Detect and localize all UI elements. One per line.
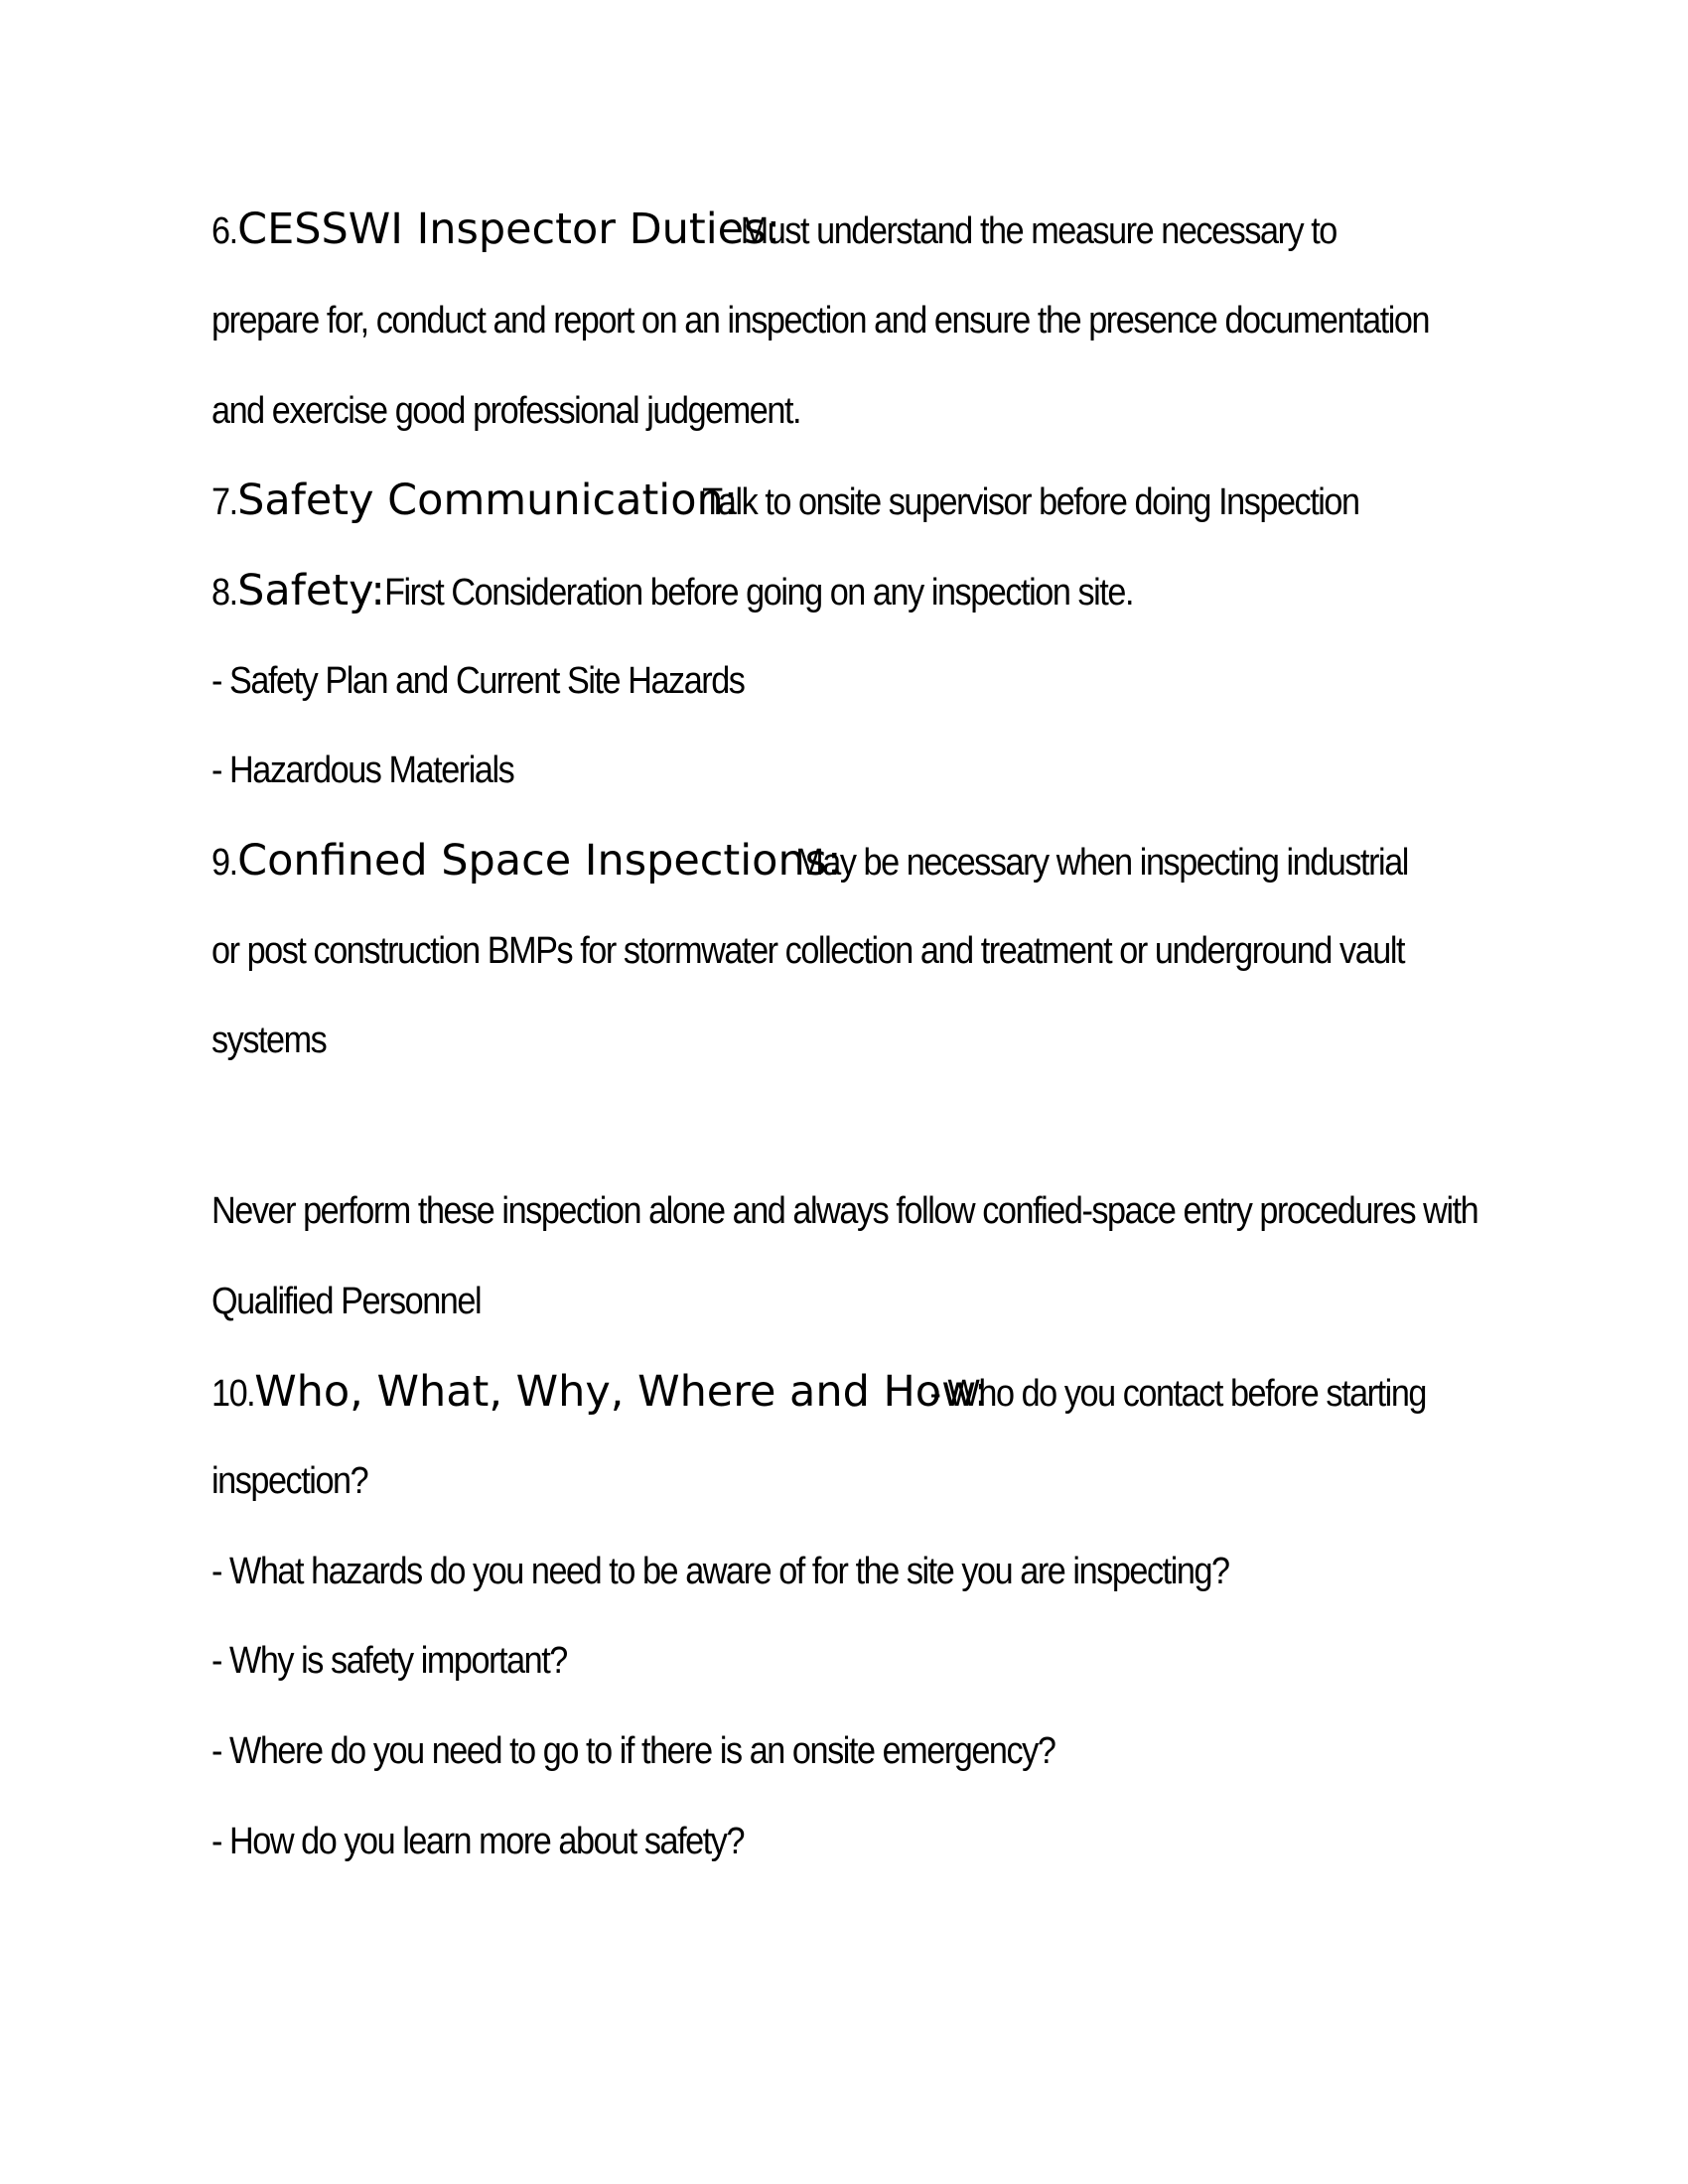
item-6-heading-line (211, 185, 1373, 274)
item-10-heading-line (211, 1347, 1426, 1436)
item-6-text-line: prepare for, conduct and report on an inspection and ensure the presence documentation (211, 300, 1430, 341)
item-heading: Confined Space Inspections: (236, 836, 842, 886)
item-heading: Who, What, Why, Where and How: (254, 1367, 989, 1417)
item-10-bullet: - What hazards do you need to be aware of for the site you are inspecting? (211, 1551, 1229, 1592)
item-number: 7. (211, 481, 237, 523)
item-text: Talk to onsite supervisor before doing Inspection (702, 481, 1359, 523)
item-heading: CESSWI Inspector Duties: (236, 205, 780, 254)
item-9-heading-line (211, 816, 1408, 905)
item-9-text-line: systems (211, 1020, 327, 1061)
item-text: Must understand the measure necessary to (740, 210, 1336, 252)
item-8-heading-line (211, 546, 1373, 635)
item-number: 8. (211, 572, 237, 614)
item-9-text-line: Qualified Personnel (211, 1281, 482, 1322)
item-text: - Who do you contact before starting (929, 1373, 1426, 1415)
item-number: 10. (211, 1373, 255, 1415)
item-7-heading-line (211, 456, 1373, 545)
item-10-bullet: - How do you learn more about safety? (211, 1821, 745, 1862)
item-text: First Consideration before going on any inspection site. (384, 572, 1134, 614)
item-9-text-line: Never perform these inspection alone and always follow confied-space entry procedures with (211, 1190, 1478, 1232)
item-10-text-line: inspection? (211, 1460, 368, 1502)
item-heading: Safety Communication: (236, 476, 738, 525)
item-8-bullet: - Hazardous Materials (211, 750, 514, 791)
item-9-text-line: or post construction BMPs for stormwater collection and treatment or underground vault (211, 930, 1405, 972)
item-number: 6. (211, 210, 237, 252)
item-10-bullet: - Why is safety important? (211, 1640, 567, 1682)
item-6-text-line: and exercise good professional judgement. (211, 390, 801, 432)
item-10-bullet: - Where do you need to go to if there is an onsite emergency? (211, 1730, 1055, 1772)
item-number: 9. (211, 842, 237, 884)
item-heading: Safety: (236, 566, 385, 615)
item-text: May be necessary when inspecting industrial (795, 842, 1408, 884)
item-8-bullet: - Safety Plan and Current Site Hazards (211, 660, 745, 702)
